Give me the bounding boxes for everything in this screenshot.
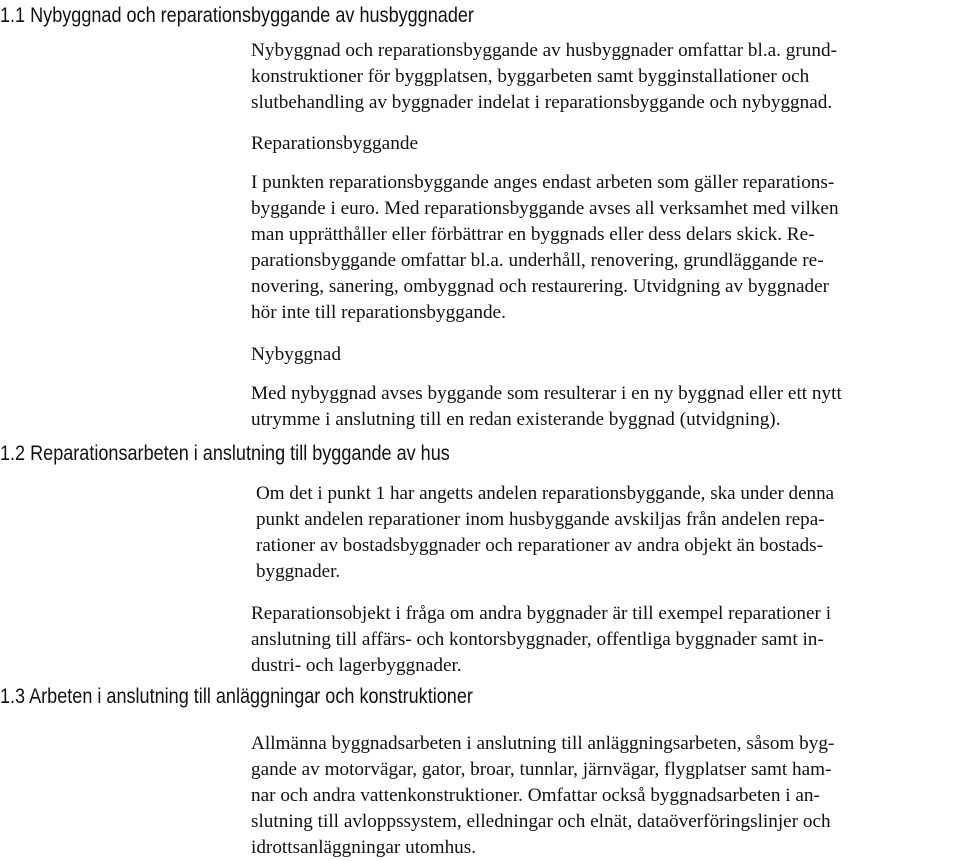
text-line: slutbehandling av byggnader indelat i reparationsbyggande och nybyggnad. xyxy=(251,92,833,113)
text-line: nar och andra vattenkonstruktioner. Omfattar också byggnadsarbeten i an- xyxy=(251,785,820,806)
subheading-nybyggnad: Nybyggnad xyxy=(251,344,341,365)
section-heading-1-2: 1.2 Reparationsarbeten i anslutning till byggande av hus xyxy=(0,442,450,465)
text-line: slutning till avloppssystem, elledningar och elnät, dataöverföringslinjer och xyxy=(251,811,831,832)
text-line: Nybyggnad och reparationsbyggande av husbyggnader omfattar bl.a. grund- xyxy=(251,40,837,61)
text-line: byggnader. xyxy=(256,561,341,582)
text-line: idrottsanläggningar utomhus. xyxy=(251,837,477,858)
text-line: byggande i euro. Med reparationsbyggande avses all verksamhet med vilken xyxy=(251,198,839,219)
text-line: hör inte till reparationsbyggande. xyxy=(251,302,506,323)
text-line: parationsbyggande omfattar bl.a. underhåll, renovering, grundläggande re- xyxy=(251,250,824,271)
nybyggnad-paragraph xyxy=(251,381,960,433)
text-line: rationer av bostadsbyggnader och reparationer av andra objekt än bostads- xyxy=(256,535,823,556)
subheading-reparationsbyggande: Reparationsbyggande xyxy=(251,133,419,154)
section-heading-1-1: 1.1 Nybyggnad och reparationsbyggande av husbyggnader xyxy=(0,4,474,27)
anlaggningar-paragraph xyxy=(251,731,960,861)
reparationsobjekt-paragraph xyxy=(251,601,960,679)
text-line: Om det i punkt 1 har angetts andelen reparationsbyggande, ska under denna xyxy=(256,483,835,504)
text-line: Med nybyggnad avses byggande som resulterar i en ny byggnad eller ett nytt xyxy=(251,383,842,404)
text-line: utrymme i anslutning till en redan existerande byggnad (utvidgning). xyxy=(251,409,781,430)
section-heading-1-3: 1.3 Arbeten i anslutning till anläggningar och konstruktioner xyxy=(0,685,473,708)
text-line: novering, sanering, ombyggnad och restaurering. Utvidgning av byggnader xyxy=(251,276,829,297)
text-line: man upprätthåller eller förbättrar en byggnads eller dess delars skick. Re- xyxy=(251,224,815,245)
text-line: dustri- och lagerbyggnader. xyxy=(251,655,462,676)
text-line: konstruktioner för byggplatsen, byggarbeten samt bygginstallationer och xyxy=(251,66,810,87)
reparationsbyggande-paragraph xyxy=(251,170,960,326)
text-line: punkt andelen reparationer inom husbyggande avskiljas från andelen repa- xyxy=(256,509,825,530)
intro-paragraph xyxy=(251,38,960,116)
reparationsarbeten-paragraph xyxy=(256,481,960,585)
text-line: Reparationsobjekt i fråga om andra byggnader är till exempel reparationer i xyxy=(251,603,832,624)
text-line: Allmänna byggnadsarbeten i anslutning till anläggningsarbeten, såsom byg- xyxy=(251,733,835,754)
text-line: gande av motorvägar, gator, broar, tunnlar, järnvägar, flygplatser samt ham- xyxy=(251,759,832,780)
text-line: anslutning till affärs- och kontorsbyggnader, offentliga byggnader samt in- xyxy=(251,629,824,650)
text-line: I punkten reparationsbyggande anges endast arbeten som gäller reparations- xyxy=(251,172,835,193)
